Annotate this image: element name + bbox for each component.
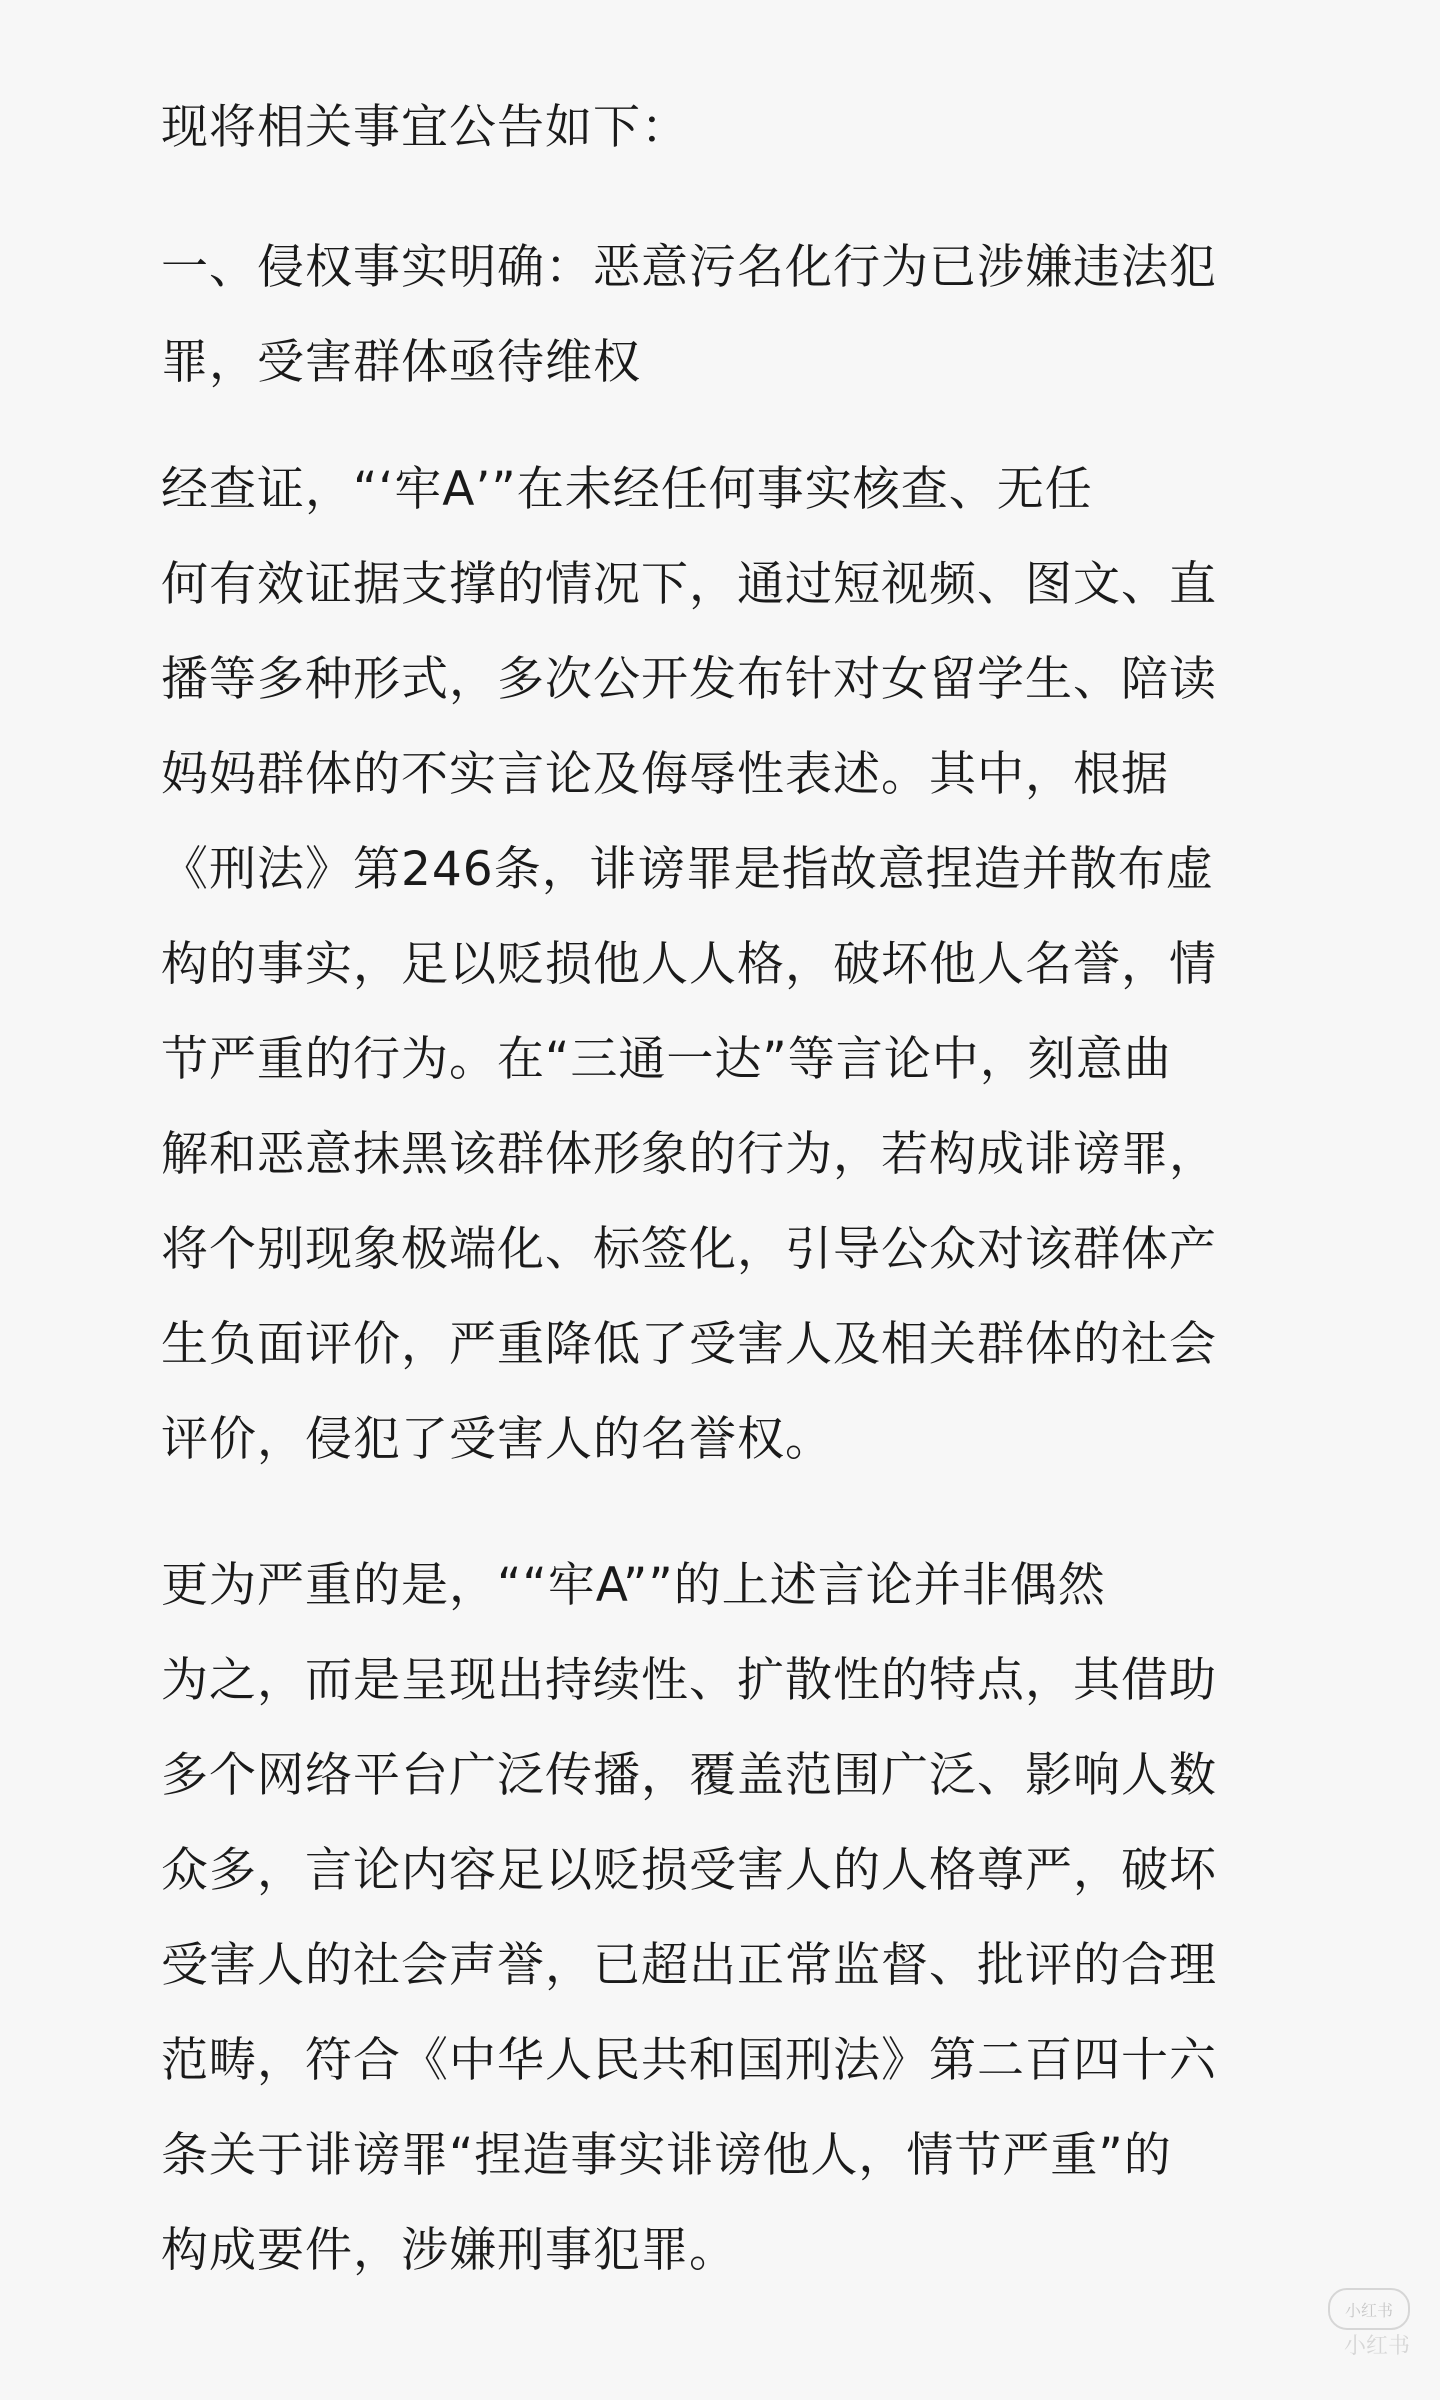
watermark-logo: 小红书: [1328, 2288, 1410, 2330]
paragraph-findings: 经查证，“‘牢A’”在未经任何事实核查、无任 何有效证据支撑的情况下，通过短视频、图文、直 播等多种形式，多次公开发布针对女留学生、陪读 妈妈群体的不实言论及侮辱性表述。其中，根据 《刑法》第246条，诽谤罪是指故意捏造并散布虚 构的事实，足以贬损他人人格，破坏他人名誉，情 节严重的行为。在“三通一达”等言论中，刻意曲 解和恶意抹黑该群体形象的行为，若构成诽谤罪， 将个别现象极端化、标签化，引导公众对该群体产 生负面评价，严重降低了受害人及相关群体的社会 评价，侵犯了受害人的名誉权。: [161, 462, 1217, 1467]
paragraph-severity: 更为严重的是，““牢A””的上述言论并非偶然 为之，而是呈现出持续性、扩散性的特点，其借助 多个网络平台广泛传播，覆盖范围广泛、影响人数 众多，言论内容足以贬损受害人的人格尊严，破坏 受害人的社会声誉，已超出正常监督、批评的合理 范畴，符合《中华人民共和国刑法》第二百四十六 条关于诽谤罪“捏造事实诽谤他人，情节严重”的 构成要件，涉嫌刑事犯罪。: [161, 1558, 1217, 2278]
watermark: [1344, 2329, 1410, 2360]
section-heading: 一、侵权事实明确：恶意污名化行为已涉嫌违法犯 罪，受害群体亟待维权: [161, 240, 1217, 390]
paragraph-intro: 现将相关事宜公告如下：: [161, 100, 689, 155]
watermark-text: 小红书: [1343, 2334, 1410, 2359]
